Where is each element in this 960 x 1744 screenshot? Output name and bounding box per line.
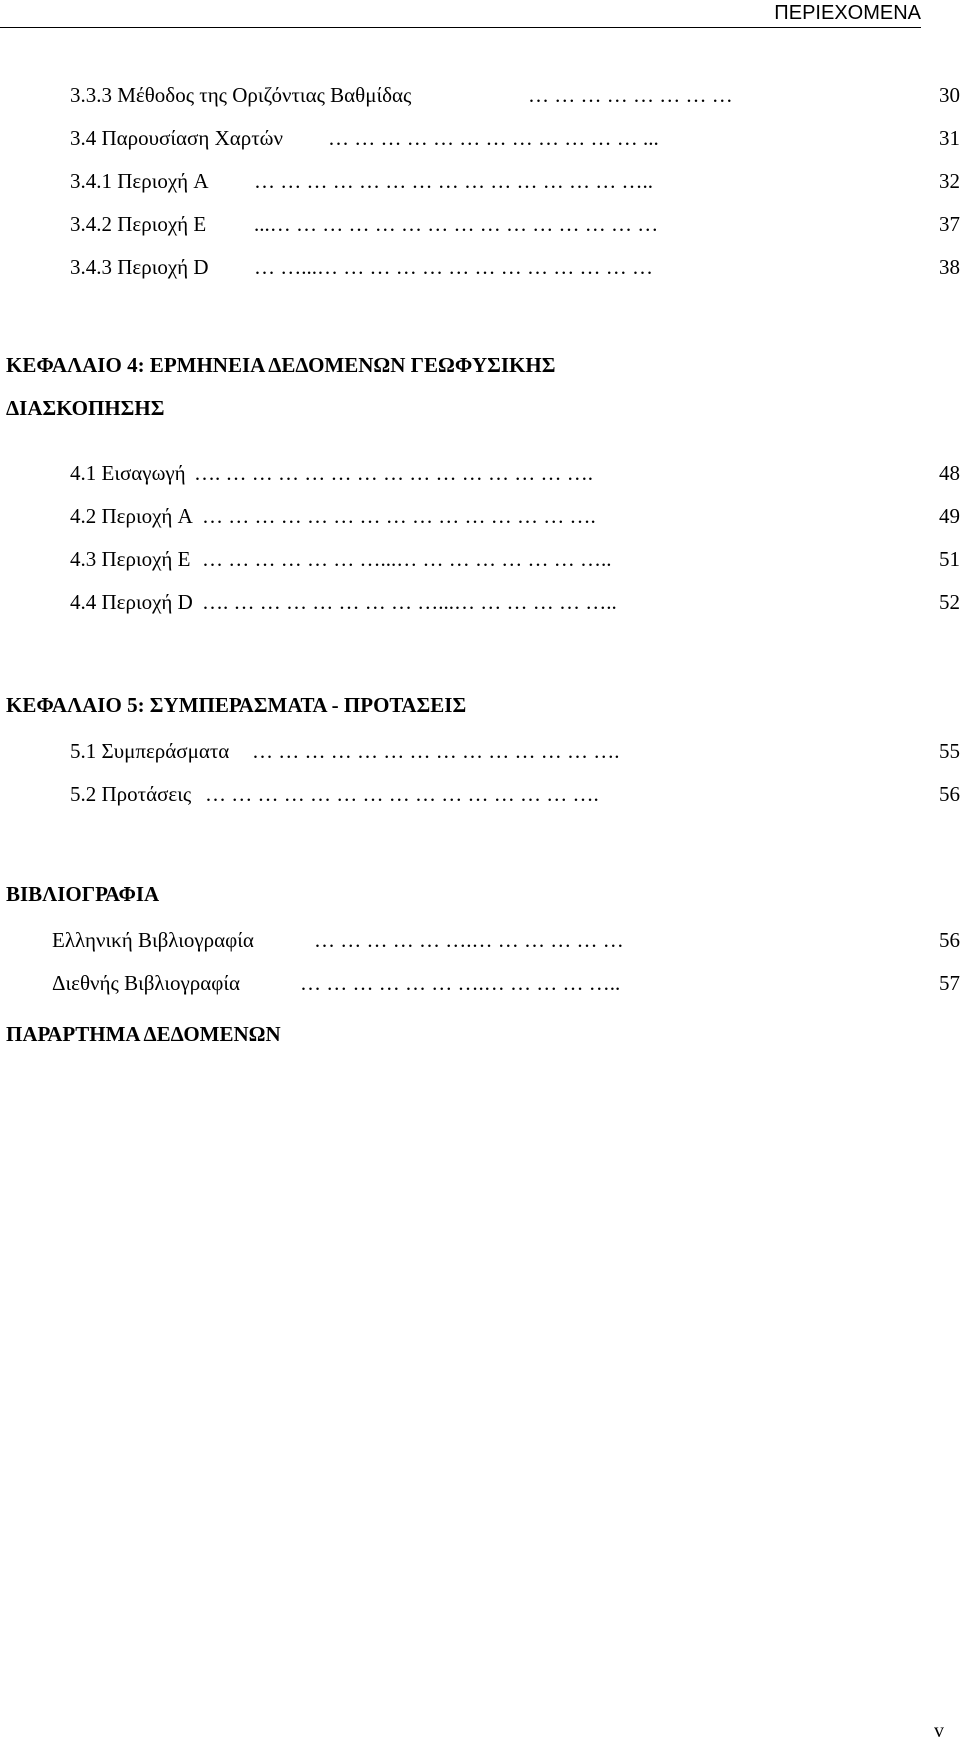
toc-entry-page: 48	[939, 461, 960, 485]
toc-entry-label: 3.4 Παρουσίαση Χαρτών	[70, 126, 283, 150]
toc-entry-page: 30	[939, 83, 960, 107]
toc-entry-leader: … … … … … ….… … … … … …	[314, 928, 624, 952]
toc-entry-page: 57	[939, 971, 960, 995]
toc-entry-label: 3.4.3 Περιοχή D	[70, 255, 209, 279]
toc-entry-label: Ελληνική Βιβλιογραφία	[52, 928, 254, 952]
toc-entry-leader: … …...… … … … … … … … … … … … …	[254, 255, 653, 279]
toc-entry-page: 38	[939, 255, 960, 279]
toc-entry-label: 5.1 Συμπεράσματα	[70, 739, 230, 763]
toc-entry[interactable]	[70, 504, 960, 534]
toc-entry-page: 51	[939, 547, 960, 571]
toc-entry-label: 3.4.1 Περιοχή A	[70, 169, 209, 193]
toc-entry-label: 3.4.2 Περιοχή E	[70, 212, 207, 236]
toc-entry-page: 31	[939, 126, 960, 150]
toc-entry[interactable]	[70, 83, 960, 113]
toc-entry-leader: … … … … … … … … … … … … … ….	[252, 739, 620, 763]
toc-entry-page: 55	[939, 739, 960, 763]
toc-entry-page: 52	[939, 590, 960, 614]
toc-entry[interactable]	[70, 590, 960, 620]
toc-entry-page: 56	[939, 782, 960, 806]
toc-entry[interactable]	[70, 169, 960, 199]
toc-entry[interactable]	[70, 212, 960, 242]
toc-entry-leader: ...… … … … … … … … … … … … … … …	[254, 212, 659, 236]
bibliography-heading[interactable]: ΒΙΒΛΙΟΓΡΑΦΙΑ	[6, 882, 160, 906]
toc-entry-page: 32	[939, 169, 960, 193]
page-number: v	[934, 1720, 944, 1742]
toc-entry-leader: … … … … … … … … … … … … ...	[328, 126, 659, 150]
toc-entry-leader: … … … … … … … … … … … … … … ….	[205, 782, 599, 806]
toc-entry-leader: …. … … … … … … … … … … … … … ….	[194, 461, 593, 485]
toc-entry[interactable]	[70, 461, 960, 491]
toc-entry[interactable]	[52, 971, 960, 1001]
toc-entry-leader: … … … … … … … …	[528, 83, 733, 107]
toc-entry-leader: … … … … … … …...… … … … … … … …..	[202, 547, 612, 571]
toc-entry-page: 56	[939, 928, 960, 952]
header-title: ΠΕΡΙΕΧΟΜΕΝΑ	[774, 2, 921, 24]
toc-entry-leader: … … … … … … ….… … … … …..	[300, 971, 621, 995]
toc-entry[interactable]	[70, 255, 960, 285]
appendix-heading[interactable]: ΠΑΡΑΡΤΗΜΑ ΔΕΔΟΜΕΝΩΝ	[6, 1022, 281, 1046]
toc-entry-leader: … … … … … … … … … … … … … … …..	[254, 169, 653, 193]
chapter-heading[interactable]: ΚΕΦΑΛΑΙΟ 5: ΣΥΜΠΕΡΑΣΜΑΤΑ - ΠΡΟΤΑΣΕΙΣ	[6, 693, 467, 717]
toc-entry-leader: …. … … … … … … … …...… … … … … …..	[202, 590, 617, 614]
chapter-heading[interactable]: ΚΕΦΑΛΑΙΟ 4: ΕΡΜΗΝΕΙΑ ΔΕΔΟΜΕΝΩΝ ΓΕΩΦΥΣΙΚΗΣ	[6, 353, 556, 377]
toc-entry-leader: … … … … … … … … … … … … … … ….	[202, 504, 596, 528]
toc-entry-label: Διεθνής Βιβλιογραφία	[52, 971, 241, 995]
chapter-heading-continued: ΔΙΑΣΚΟΠΗΣΗΣ	[6, 396, 165, 420]
toc-entry[interactable]	[70, 739, 960, 769]
toc-entry[interactable]	[70, 126, 960, 156]
toc-entry-page: 49	[939, 504, 960, 528]
toc-entry[interactable]	[70, 547, 960, 577]
toc-entry[interactable]	[70, 782, 960, 812]
toc-entry-label: 4.1 Εισαγωγή	[70, 461, 186, 485]
toc-entry-label: 5.2 Προτάσεις	[70, 782, 192, 806]
toc-entry-label: 3.3.3 Μέθοδος της Οριζόντιας Βαθμίδας	[70, 83, 412, 107]
toc-entry-label: 4.4 Περιοχή D	[70, 590, 193, 614]
toc-entry-label: 4.2 Περιοχή A	[70, 504, 193, 528]
toc-entry-page: 37	[939, 212, 960, 236]
toc-entry-label: 4.3 Περιοχή E	[70, 547, 191, 571]
page-header	[0, 0, 921, 28]
toc-entry[interactable]	[52, 928, 960, 958]
